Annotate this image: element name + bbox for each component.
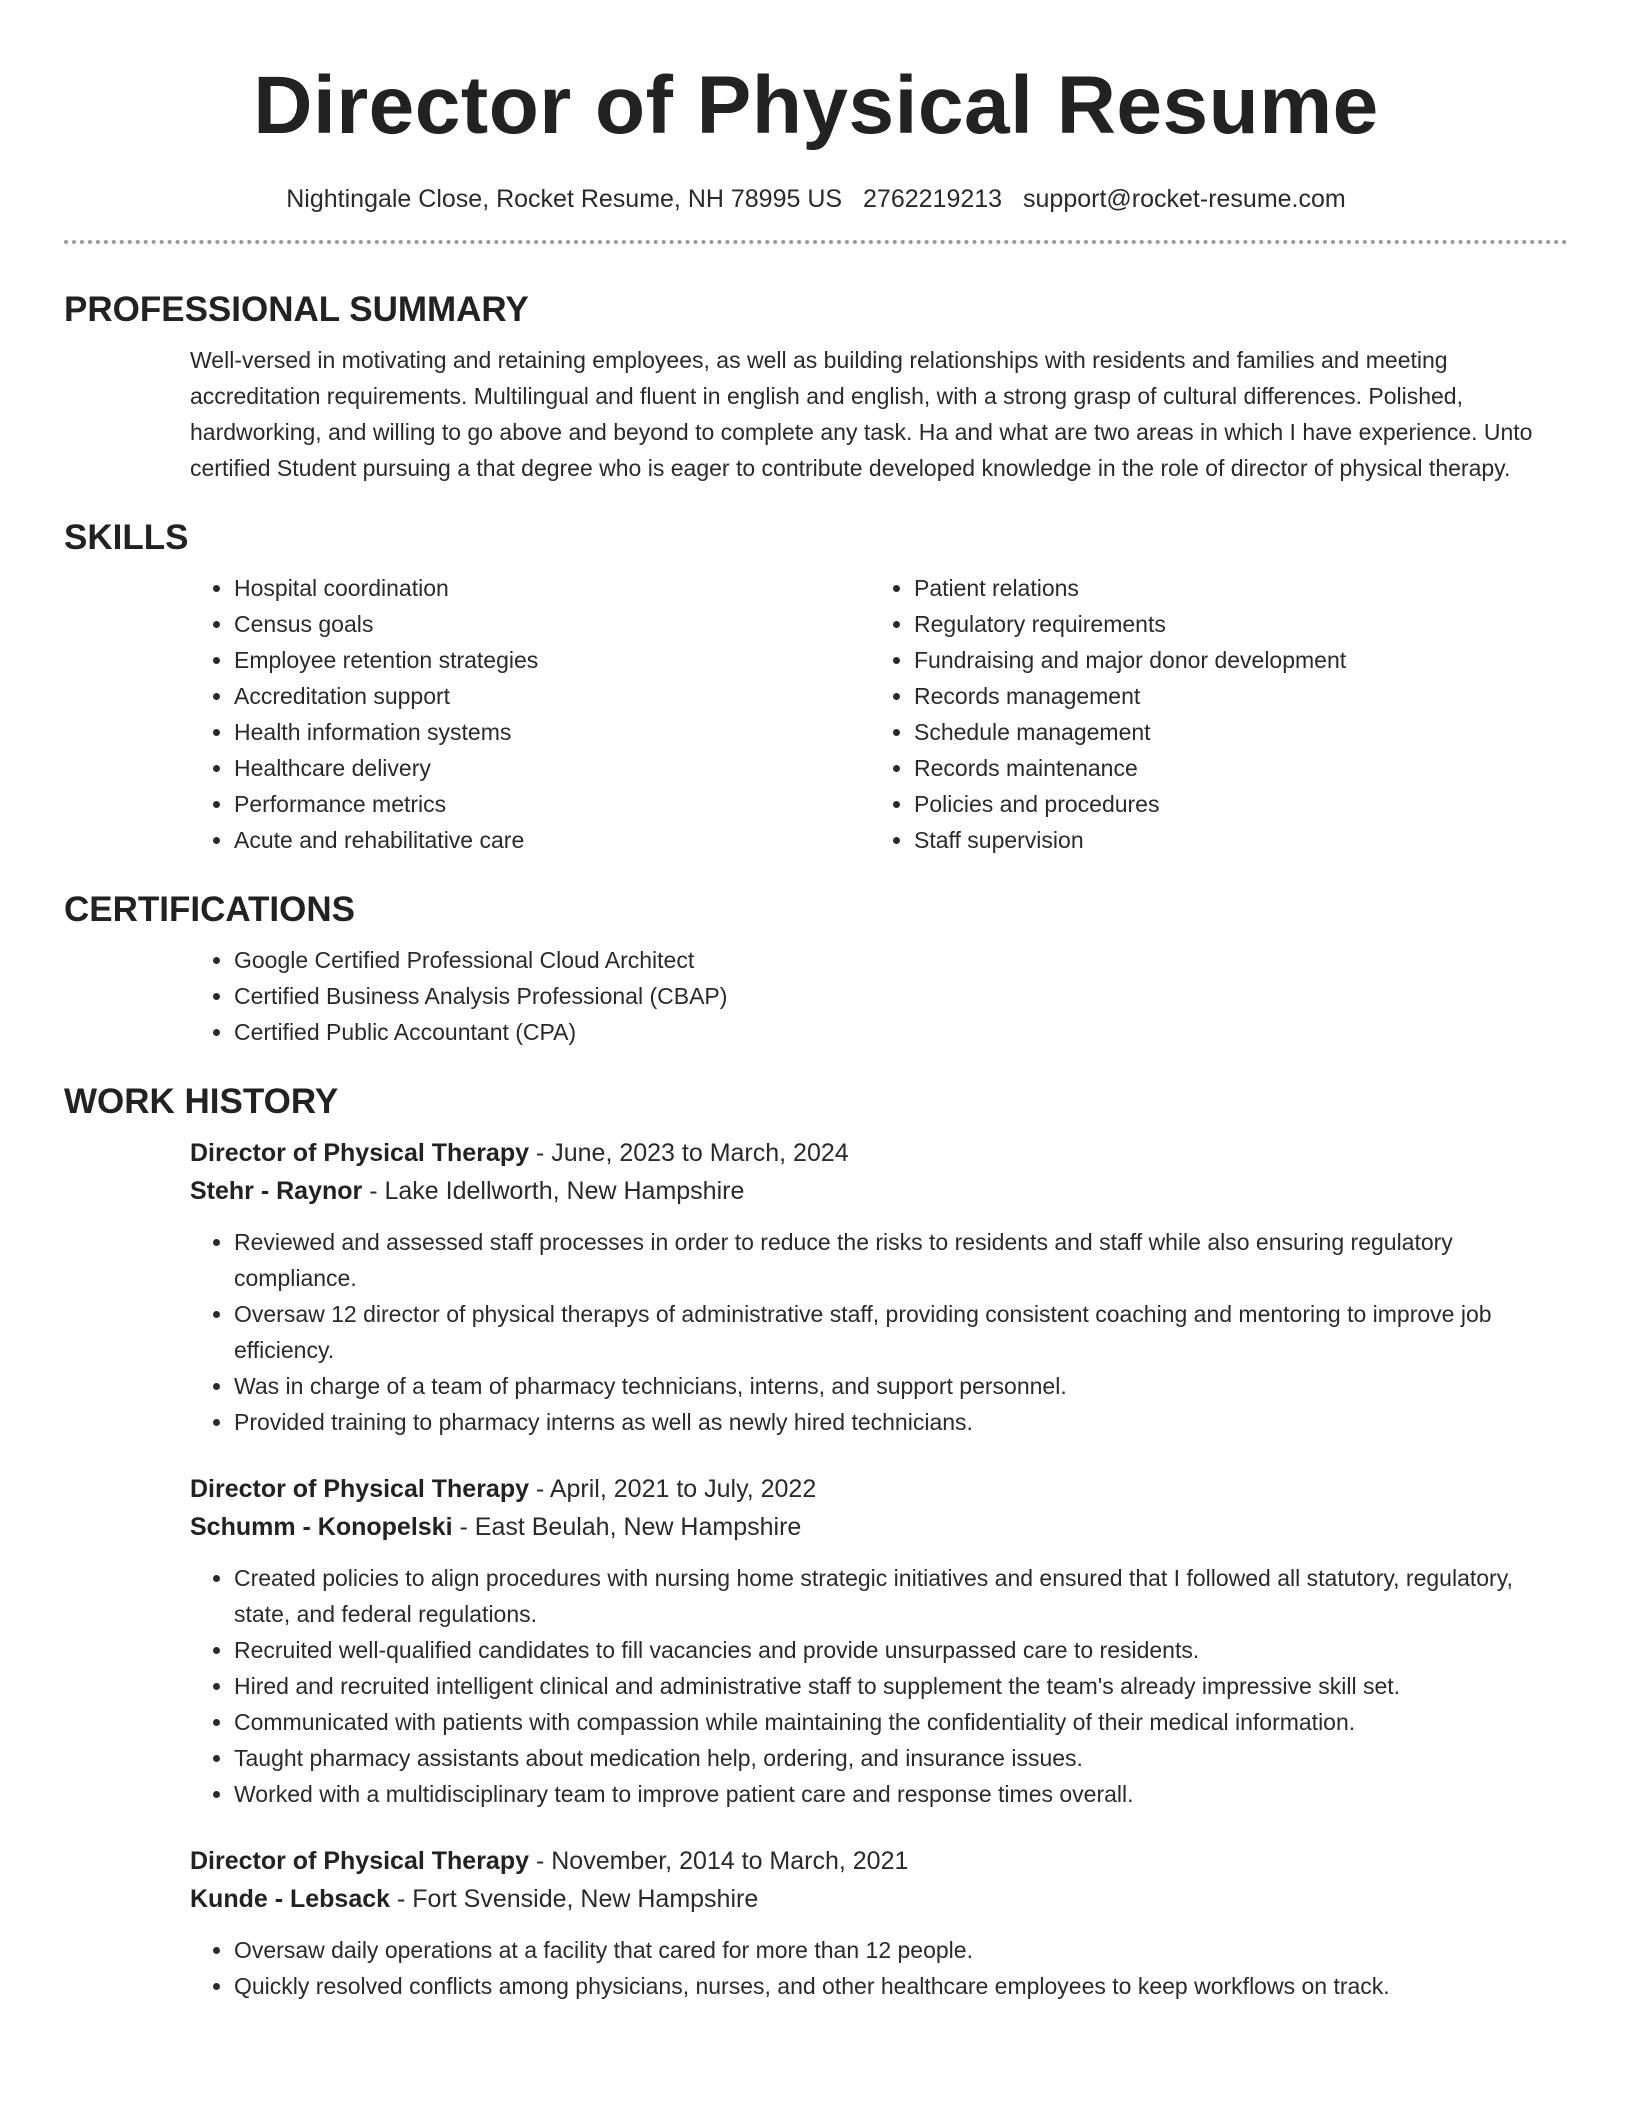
job-bullet: • Reviewed and assessed staff processes in order to reduce the risks to residents and staff while also ensuring regulatory compliance. xyxy=(234,1224,1568,1296)
job-dates: - November, 2014 to March, 2021 xyxy=(529,1847,909,1875)
job-bullet: • Provided training to pharmacy interns as well as newly hired technicians. xyxy=(234,1404,1568,1440)
job-dates: - April, 2021 to July, 2022 xyxy=(529,1475,817,1503)
skill-item: • Census goals xyxy=(234,606,870,642)
summary-section xyxy=(64,290,1568,486)
job-bullet: • Communicated with patients with compassion while maintaining the confidentiality of their medical information. xyxy=(234,1704,1568,1740)
job-company: Kunde - Lebsack xyxy=(190,1885,391,1913)
job-location: - East Beulah, New Hampshire xyxy=(452,1513,802,1541)
job-company: Schumm - Konopelski xyxy=(190,1513,453,1541)
job-bullet: • Oversaw 12 director of physical therapys of administrative staff, providing consistent coaching and mentoring to improve job efficiency. xyxy=(234,1296,1568,1368)
job-company-line xyxy=(190,1508,1568,1546)
job-role: Director of Physical Therapy xyxy=(190,1139,530,1167)
job-entry xyxy=(190,1842,1568,2004)
job-company-line xyxy=(190,1172,1568,1210)
skills-column-right xyxy=(870,570,1550,858)
job-entry xyxy=(190,1470,1568,1812)
skill-item: • Schedule management xyxy=(914,714,1550,750)
work-history-heading: WORK HISTORY xyxy=(64,1082,339,1121)
certification-item: • Certified Public Accountant (CPA) xyxy=(234,1014,1568,1050)
job-bullet: • Was in charge of a team of pharmacy technicians, interns, and support personnel. xyxy=(234,1368,1568,1404)
header-divider xyxy=(64,240,1568,244)
certification-item: • Google Certified Professional Cloud Architect xyxy=(234,942,1568,978)
skill-item: • Staff supervision xyxy=(914,822,1550,858)
summary-text: Well-versed in motivating and retaining employees, as well as building relationships with residents and families and meeting accreditation requirements. Multilingual and fluent in english and english, with a strong grasp of cultural differences. Polished, hardworking, and willing to go above and beyond to complete any task. Ha and what are two areas in which I have experience. Unto certified Student pursuing a that degree who is eager to contribute developed knowledge in the role of director of physical therapy. xyxy=(190,347,1533,481)
job-title-line xyxy=(190,1470,1568,1508)
job-company: Stehr - Raynor xyxy=(190,1177,363,1205)
job-location: - Fort Svenside, New Hampshire xyxy=(390,1885,759,1913)
skill-item: • Health information systems xyxy=(234,714,870,750)
skills-section xyxy=(64,518,1568,858)
job-title-line xyxy=(190,1134,1568,1172)
summary-heading: PROFESSIONAL SUMMARY xyxy=(64,290,529,329)
job-title-line xyxy=(190,1842,1568,1880)
certification-item: • Certified Business Analysis Professional (CBAP) xyxy=(234,978,1568,1014)
skill-item: • Acute and rehabilitative care xyxy=(234,822,870,858)
skill-item: • Records management xyxy=(914,678,1550,714)
resume-title: Director of Physical Resume xyxy=(253,60,1379,151)
skill-item: • Hospital coordination xyxy=(234,570,870,606)
skill-item: • Healthcare delivery xyxy=(234,750,870,786)
job-bullet: • Created policies to align procedures with nursing home strategic initiatives and ensured that I followed all statutory, regulatory, state, and federal regulations. xyxy=(234,1560,1568,1632)
contact-address: Nightingale Close, Rocket Resume, NH 78995 US xyxy=(286,185,843,213)
job-entry xyxy=(190,1134,1568,1440)
skill-item: • Policies and procedures xyxy=(914,786,1550,822)
job-location: - Lake Idellworth, New Hampshire xyxy=(362,1177,745,1205)
job-role: Director of Physical Therapy xyxy=(190,1847,530,1875)
skill-item: • Accreditation support xyxy=(234,678,870,714)
job-dates: - June, 2023 to March, 2024 xyxy=(529,1139,849,1167)
job-role: Director of Physical Therapy xyxy=(190,1475,530,1503)
skill-item: • Performance metrics xyxy=(234,786,870,822)
job-bullet: • Recruited well-qualified candidates to fill vacancies and provide unsurpassed care to residents. xyxy=(234,1632,1568,1668)
job-bullet: • Hired and recruited intelligent clinical and administrative staff to supplement the team's already impressive skill set. xyxy=(234,1668,1568,1704)
job-bullet: • Quickly resolved conflicts among physicians, nurses, and other healthcare employees to keep workflows on track. xyxy=(234,1968,1568,2004)
job-bullet: • Taught pharmacy assistants about medication help, ordering, and insurance issues. xyxy=(234,1740,1568,1776)
job-bullet: • Oversaw daily operations at a facility that cared for more than 12 people. xyxy=(234,1932,1568,1968)
certifications-heading: CERTIFICATIONS xyxy=(64,890,356,929)
skill-item: • Employee retention strategies xyxy=(234,642,870,678)
work-history-section xyxy=(64,1082,1568,2004)
skill-item: • Fundraising and major donor development xyxy=(914,642,1550,678)
skill-item: • Regulatory requirements xyxy=(914,606,1550,642)
skill-item: • Records maintenance xyxy=(914,750,1550,786)
contact-phone: 2762219213 xyxy=(863,185,1003,213)
job-bullet: • Worked with a multidisciplinary team to improve patient care and response times overall. xyxy=(234,1776,1568,1812)
contact-line xyxy=(64,184,1568,214)
skill-item: • Patient relations xyxy=(914,570,1550,606)
job-company-line xyxy=(190,1880,1568,1918)
certifications-section xyxy=(64,890,1568,1050)
skills-column-left xyxy=(190,570,870,858)
contact-email: support@rocket-resume.com xyxy=(1023,185,1346,213)
skills-heading: SKILLS xyxy=(64,518,189,557)
